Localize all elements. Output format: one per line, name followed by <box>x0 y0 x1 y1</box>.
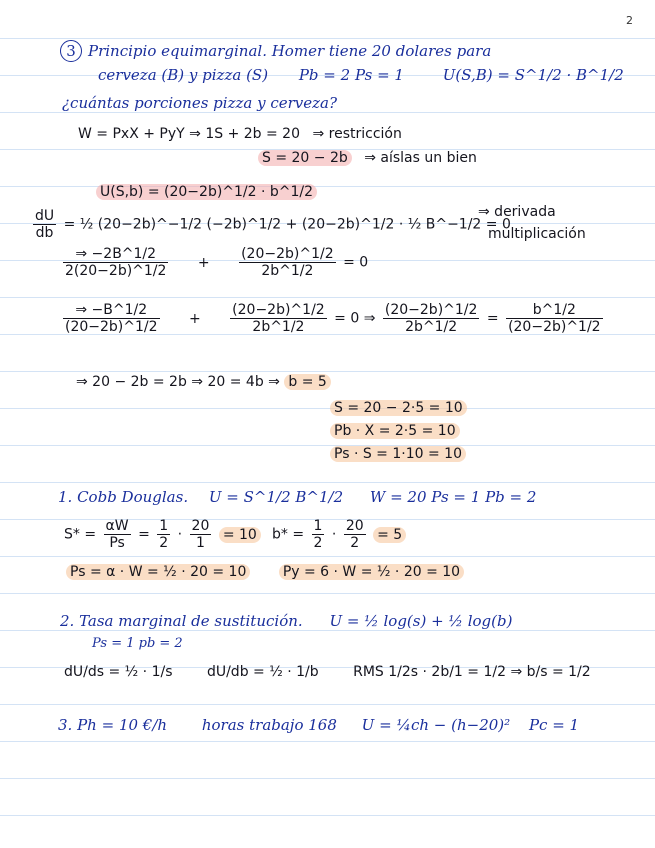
step2-line: $\frac{\Rightarrow -B\^{}1/2}{(20-2b)\^{}1/2}$ + $\frac{(20-2b)\^{}1/2}{2b\^{}1/2}$ = 0 ⇒ $\frac{(20-2b)\^{}1/2}{2b\^{}1/2}$ = $\frac{b\^{}1/2}{(20-2b)\^{}1/2}$ <box>65 302 601 336</box>
step2-ratio-1: $\frac{(20-2b)\^{}1/2}{2b\^{}1/2}$ <box>384 302 478 336</box>
part1-params: W = 20 Ps = 1 Pb = 2 <box>369 488 537 506</box>
step2-ratio-2: $\frac{b\^{}1/2}{(20-2b)\^{}1/2}$ <box>508 302 601 336</box>
isolate-note: ⇒ aíslas un bien <box>364 150 477 166</box>
part2-title-line: 2. Tasa marginal de sustitución. U = ½ log(s) + ½ log(b) <box>60 612 513 630</box>
du-db: dU/db = ½ · 1/b <box>206 664 319 680</box>
step1-fraction: $\frac{\Rightarrow -2B\^{}1/2}{2(20-2b)\^{}1/2}$ <box>65 246 167 280</box>
s-star-result: = 10 <box>219 527 261 543</box>
step1-fraction-2: $\frac{(20-2b)\^{}1/2}{2b\^{}1/2}$ <box>241 246 334 280</box>
ps-result: Ps · S = 1·10 = 10 <box>330 446 466 462</box>
b-result-highlight: b = 5 <box>284 374 330 390</box>
derivative-note2: multiplicación <box>488 226 586 242</box>
part3-pc: Pc = 1 <box>528 716 580 734</box>
b-star-line: b* = $\frac{1}{2}$ · $\frac{20}{2}$ = 5 <box>272 518 406 551</box>
problem3-title-line2: cerveza (B) y pizza (S) Pb = 2 Ps = 1 U(S,B) = S^1/2 · B^1/2 <box>98 66 624 84</box>
question: ¿cuántas porciones pizza y cerveza? <box>62 94 338 112</box>
isolate-s-highlight: S = 20 − 2b <box>258 150 352 166</box>
u-substituted: U(S,b) = (20−2b)^1/2 · b^1/2 <box>96 184 317 200</box>
derivative-note1: ⇒ derivada <box>478 204 556 220</box>
s-star-line: S* = $\frac{\alpha W}{Ps}$ = $\frac{1}{2}$ · $\frac{20}{1}$ = 10 <box>64 518 261 551</box>
spend-line <box>66 564 464 580</box>
part2-params: Ps = 1 pb = 2 <box>92 636 183 651</box>
problem3-title: 3 Principio equimarginal. Homer tiene 20 dolares para <box>60 40 491 62</box>
isolate-line <box>258 150 477 166</box>
step2-fraction-2: $\frac{(20-2b)\^{}1/2}{2b\^{}1/2}$ <box>232 302 325 336</box>
derivative-line: $\frac{dU}{db}$ = ½ (20−2b)^−1/2 (−2b)^1/2 + (20−2b)^1/2 · ½ B^−1/2 = 0 <box>35 208 511 242</box>
rms: RMS 1/2s · 2b/1 = 1/2 ⇒ b/s = 1/2 <box>353 664 591 680</box>
solve-line: ⇒ 20 − 2b = 2b ⇒ 20 = 4b ⇒ b = 5 <box>76 374 331 390</box>
pb-result: Pb · X = 2·5 = 10 <box>330 423 460 439</box>
prices: Pb = 2 Ps = 1 <box>298 66 404 84</box>
page-number: 2 <box>626 14 633 27</box>
part3-line: 3. Ph = 10 €/h horas trabajo 168 U = ¼ch − (h−20)² Pc = 1 <box>58 716 580 734</box>
spend-s: Ps = α · W = ½ · 20 = 10 <box>66 564 250 580</box>
step1-line: $\frac{\Rightarrow -2B\^{}1/2}{2(20-2b)\^{}1/2}$ + $\frac{(20-2b)\^{}1/2}{2b\^{}1/2}$ = 0 <box>65 246 369 280</box>
budget-note: ⇒ restricción <box>312 126 402 142</box>
problem-number-circle: 3 <box>60 40 82 62</box>
utility-function: U(S,B) = S^1/2 · B^1/2 <box>442 66 624 84</box>
step2-fraction: $\frac{\Rightarrow -B\^{}1/2}{(20-2b)\^{}1/2}$ <box>65 302 158 336</box>
budget-equation: W = PxX + PyY ⇒ 1S + 2b = 20 ⇒ restricción <box>78 126 402 142</box>
s-result: S = 20 − 2·5 = 10 <box>330 400 467 416</box>
part2-utility: U = ½ log(s) + ½ log(b) <box>329 612 513 630</box>
du-db-fraction: $\frac{dU}{db}$ <box>35 208 55 242</box>
du-ds: dU/ds = ½ · 1/s <box>64 664 173 680</box>
part2-derivatives <box>64 664 591 680</box>
part1-utility: U = S^1/2 B^1/2 <box>208 488 344 506</box>
spend-b: Py = 6 · W = ½ · 20 = 10 <box>279 564 464 580</box>
part3-utility: U = ¼ch − (h−20)² <box>361 716 511 734</box>
part3-hours: horas trabajo 168 <box>201 716 337 734</box>
part1-title-line: 1. Cobb Douglas. U = S^1/2 B^1/2 W = 20 Ps = 1 Pb = 2 <box>58 488 537 506</box>
b-star-result: = 5 <box>373 527 406 543</box>
